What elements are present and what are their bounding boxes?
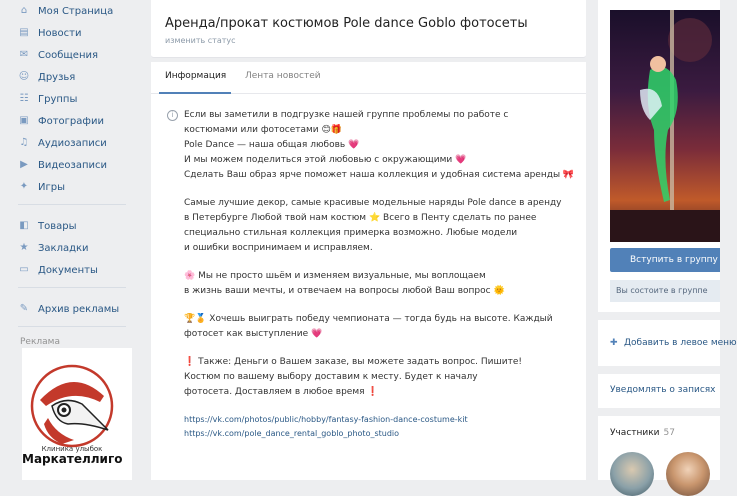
videos-icon: ▶	[20, 159, 28, 170]
description-line: Pole Dance — наша общая любовь 💗	[184, 140, 360, 150]
nav-divider	[18, 287, 126, 288]
sidebar-item-label: Видеозаписи	[38, 159, 108, 171]
dancer-illustration	[610, 10, 720, 242]
sidebar-item[interactable]	[0, 154, 140, 176]
description-line: костюмами или фотосетами 😊🎁	[184, 125, 343, 135]
sidebar-item-label: Игры	[38, 181, 65, 193]
description-line: фотосет как выступление 💗	[184, 329, 323, 339]
cover-card	[598, 0, 720, 312]
photos-icon: ▣	[19, 115, 29, 126]
sidebar-item[interactable]	[0, 237, 140, 259]
sidebar-item[interactable]	[0, 0, 140, 22]
description-paragraph	[184, 196, 572, 256]
nav-divider	[18, 326, 126, 327]
sidebar-item-label: Друзья	[38, 71, 76, 83]
description-line: Самые лучшие декор, самые красивые модельные наряды Pole dance в аренду	[184, 198, 562, 208]
sidebar-item-label: Архив рекламы	[38, 303, 120, 315]
ad-card[interactable]	[22, 348, 132, 480]
sidebar-item[interactable]	[0, 215, 140, 237]
tab-bar	[151, 62, 586, 94]
sidebar-item-label: Закладки	[38, 242, 89, 254]
description-link[interactable]: https://vk.com/pole_dance_rental_goblo_photo_studio	[184, 429, 400, 438]
description-line: специально стильная коллекция примерка возможно. Любые модели	[184, 228, 518, 238]
add-to-left-menu[interactable]	[598, 320, 737, 366]
sidebar-item[interactable]	[0, 22, 140, 44]
description-line: ❗ Также: Деньги о Вашем заказе, вы можете задать вопрос. Пишите!	[184, 357, 522, 367]
sidebar-item-label: Моя Страница	[38, 5, 114, 17]
sidebar-item[interactable]	[0, 110, 140, 132]
avatar[interactable]	[610, 452, 654, 496]
description-line: и ошибки воспринимаем и исправляем.	[184, 243, 373, 253]
description-paragraph	[184, 108, 575, 183]
bookmarks-icon: ★	[19, 242, 29, 253]
sidebar-item-label: Новости	[38, 27, 82, 39]
members-count: 57	[663, 428, 675, 438]
ads-icon: ✎	[19, 303, 29, 314]
sidebar-item-label: Документы	[38, 264, 98, 276]
description-line: И мы можем поделиться этой любовью с окружающими 💗	[184, 155, 467, 165]
games-icon: ✦	[19, 181, 29, 192]
membership-status-button[interactable]: Вы состоите в группе	[610, 280, 720, 302]
plus-icon: ✚	[610, 338, 618, 348]
sidebar-item-label: Фотографии	[38, 115, 104, 127]
description-paragraph	[184, 269, 572, 299]
sidebar-item[interactable]	[0, 176, 140, 198]
home-icon: ⌂	[20, 5, 28, 16]
description-line: в жизнь ваши мечты, и отвечаем на вопросы любой Ваш вопрос 🌞	[184, 286, 505, 296]
description-line: фотосета. Доставляем в любое время ❗	[184, 387, 379, 397]
sidebar-item-label: Группы	[38, 93, 78, 105]
nav-divider	[18, 204, 126, 205]
goods-icon: ◧	[19, 220, 29, 231]
description-line: Если вы заметили в подгрузке нашей группе проблемы по работе с	[184, 110, 509, 120]
members-title[interactable]	[610, 428, 675, 438]
main-column	[151, 0, 586, 480]
sidebar-item[interactable]	[0, 298, 140, 320]
sidebar-item-label: Сообщения	[38, 49, 99, 61]
docs-icon: ▭	[19, 264, 29, 275]
groups-icon: ☷	[19, 93, 29, 104]
ad-caption: Клиника улыбок	[41, 445, 103, 453]
sidebar-item[interactable]	[0, 132, 140, 154]
page-title: Аренда/прокат костюмов Pole dance Goblo фотосеты	[165, 16, 528, 31]
group-header	[151, 0, 586, 58]
description-paragraph	[184, 312, 572, 342]
members-block	[598, 416, 720, 480]
description-line: Костюм по вашему выбору доставим к месту. Будет к началу	[184, 372, 478, 382]
sidebar-item-label: Аудиозаписи	[38, 137, 107, 149]
description-line: в Петербурге Любой твой нам костюм ⭐ Всего в Пенту сделать по ранее	[184, 213, 537, 223]
right-column	[598, 0, 737, 480]
sidebar-item-label: Товары	[38, 220, 77, 232]
avatar[interactable]	[666, 452, 710, 496]
group-description	[167, 108, 575, 441]
description-line: Сделать Ваш образ ярче поможет наша коллекция и удобная система аренды 🎀	[184, 170, 575, 180]
description-line: 🌸 Мы не просто шьём и изменяем визуальные, мы воплощаем	[184, 271, 486, 281]
notify-posts-label: Уведомлять о записях	[610, 385, 716, 395]
info-card	[151, 62, 586, 480]
sidebar-item[interactable]	[0, 66, 140, 88]
active-tab-indicator	[159, 92, 231, 94]
group-status[interactable]: изменить статус	[165, 36, 236, 45]
ads-title: Реклама	[20, 337, 60, 347]
tab-news-feed[interactable]: Лента новостей	[245, 71, 321, 81]
group-cover-photo[interactable]	[610, 10, 720, 242]
members-label: Участники	[610, 428, 660, 438]
tab-info[interactable]: Информация	[165, 71, 227, 81]
sidebar-item[interactable]	[0, 44, 140, 66]
description-text	[184, 108, 575, 441]
notify-posts[interactable]	[598, 374, 720, 408]
add-to-left-menu-label: Добавить в левое меню	[624, 338, 737, 348]
join-group-button[interactable]: Вступить в группу	[610, 248, 720, 272]
description-paragraph	[184, 355, 572, 400]
left-sidebar	[0, 0, 140, 480]
messages-icon: ✉	[19, 49, 29, 60]
music-icon: ♫	[19, 137, 29, 148]
friends-icon: ☺	[18, 71, 30, 82]
description-line: 🏆🏅 Хочешь выиграть победу чемпионата — тогда будь на высоте. Каждый	[184, 314, 553, 324]
sidebar-item[interactable]	[0, 259, 140, 281]
info-icon: i	[167, 110, 178, 121]
description-link[interactable]: https://vk.com/photos/public/hobby/fantasy-fashion-dance-costume-kit	[184, 415, 468, 424]
ad-title: Маркателлиго	[22, 452, 123, 466]
sidebar-item[interactable]	[0, 88, 140, 110]
news-icon: ▤	[19, 27, 29, 38]
